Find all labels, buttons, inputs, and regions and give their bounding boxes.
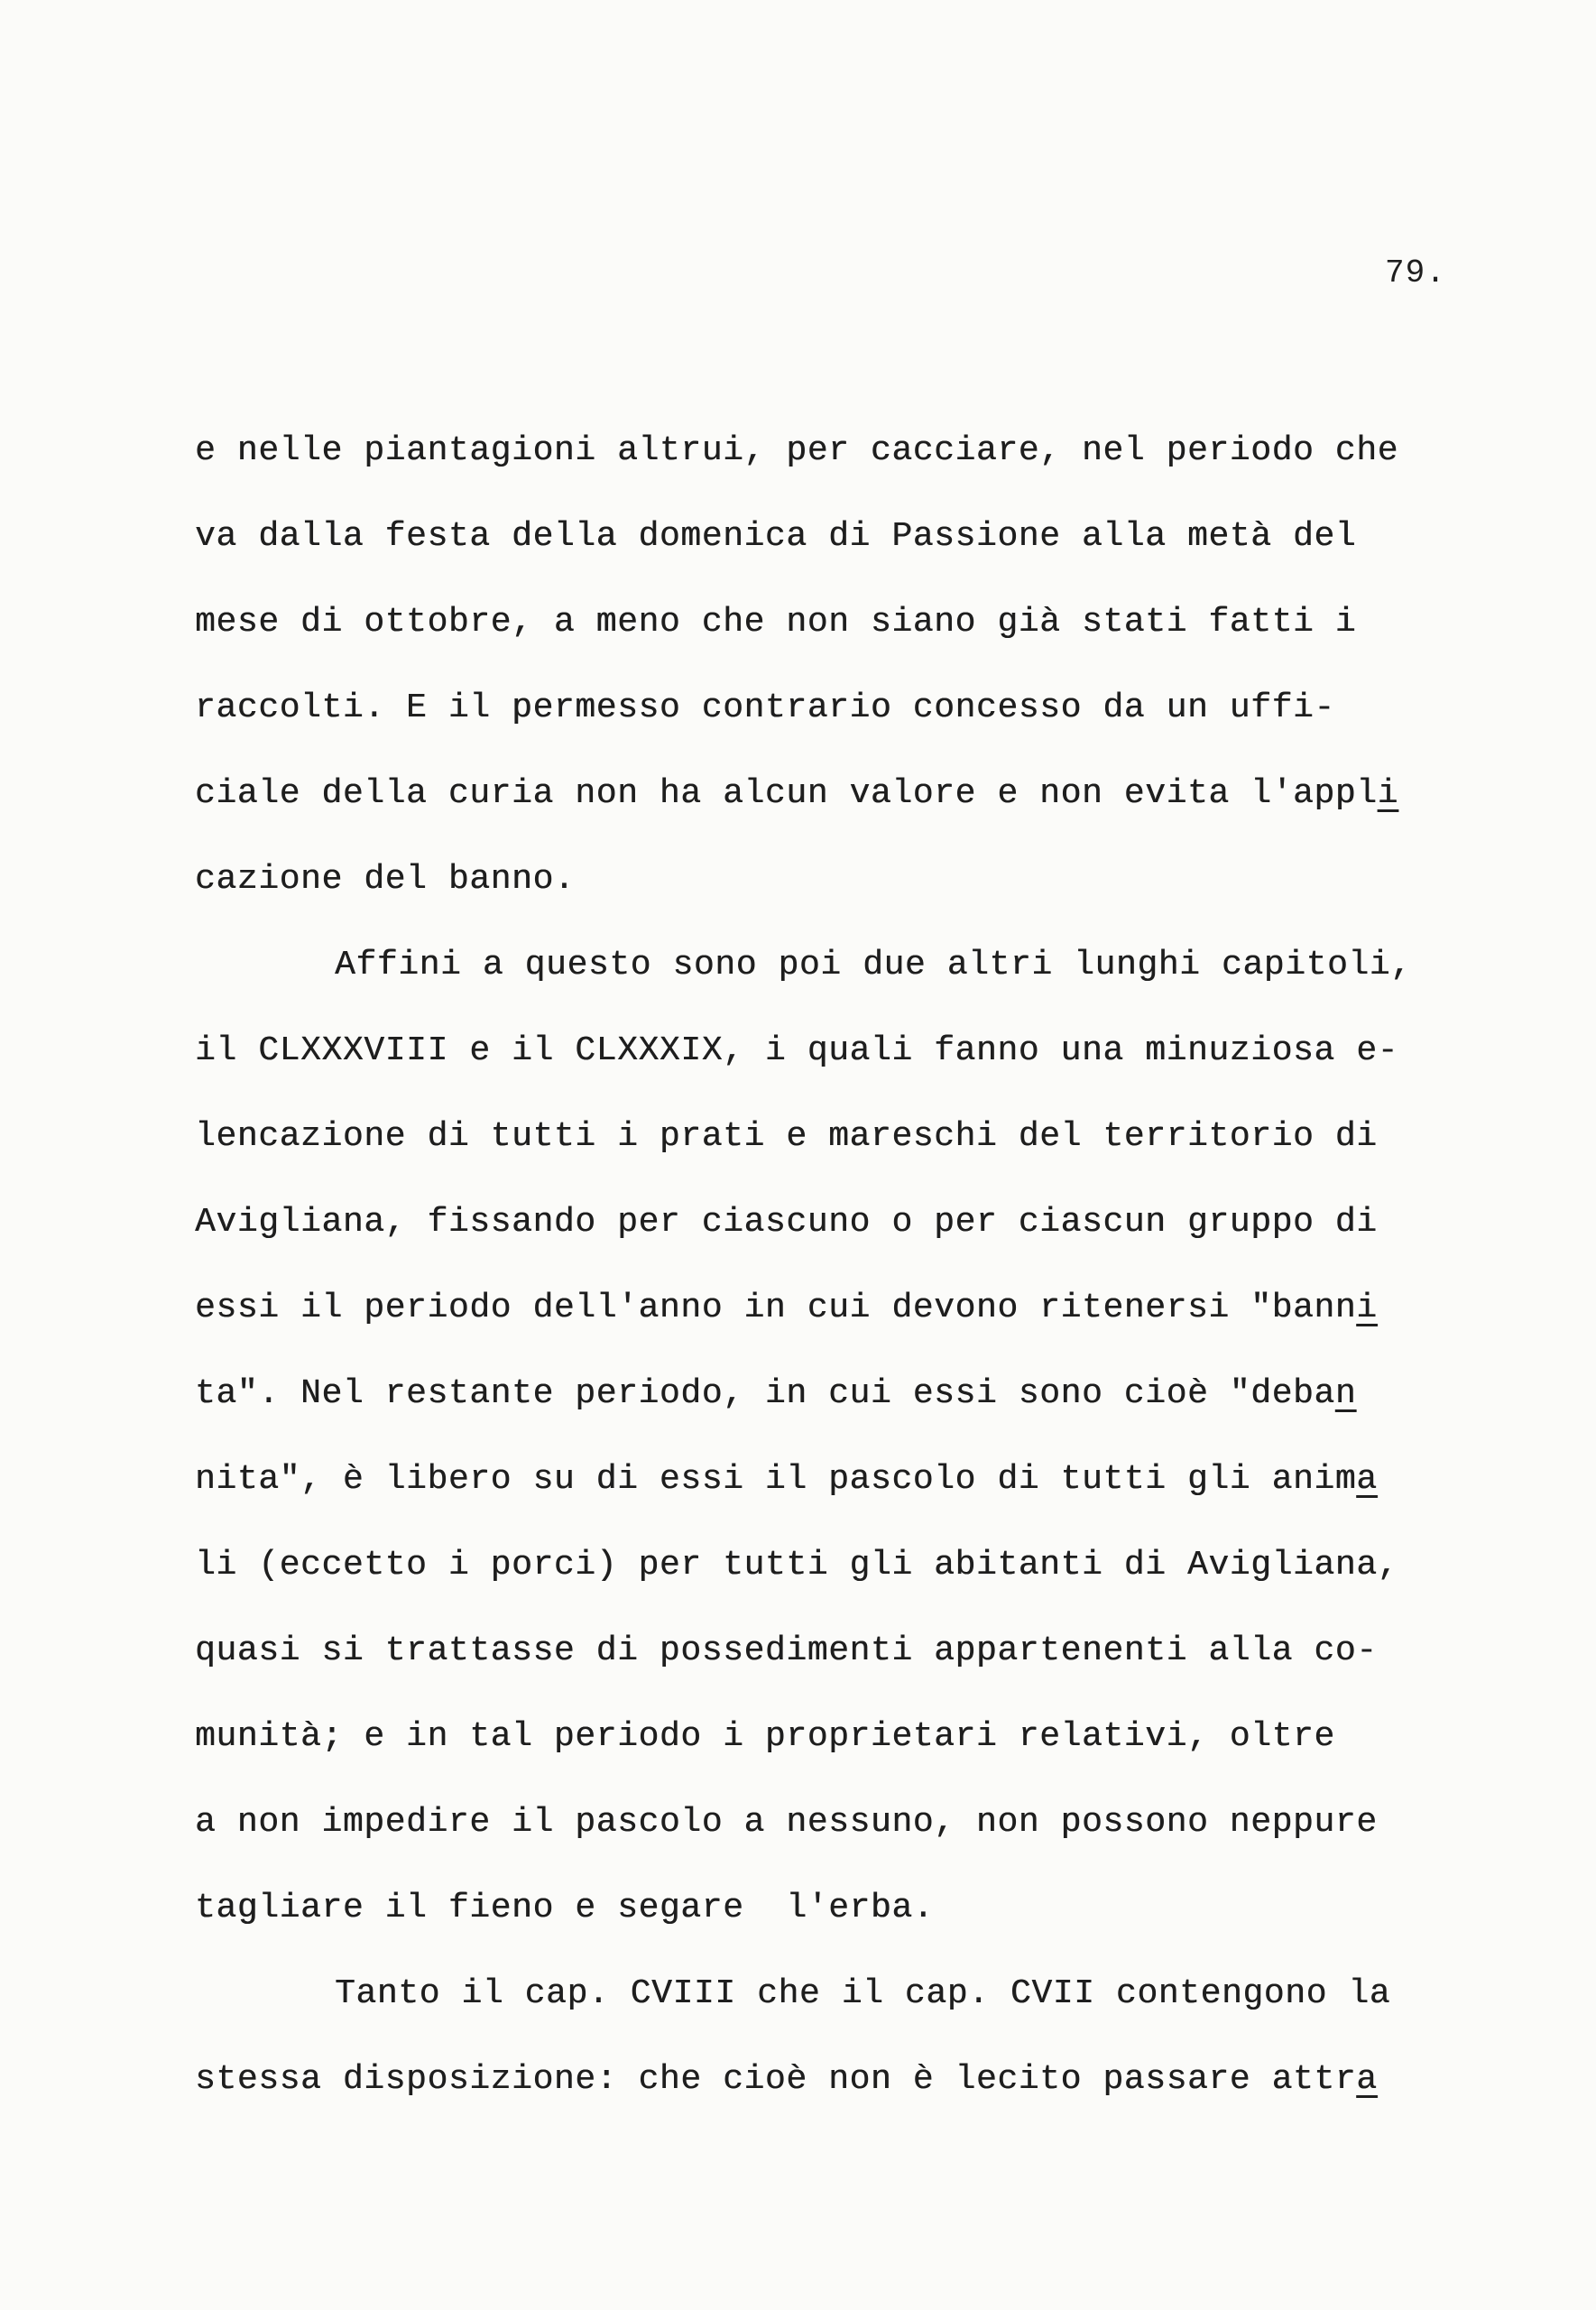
text-line: lencazione di tutti i prati e mareschi del territorio di	[195, 1117, 1378, 1156]
body-text	[195, 424, 1476, 2139]
text-line: va dalla festa della domenica di Passione alla metà del	[195, 517, 1357, 556]
text-line: munità; e in tal periodo i proprietari relativi, oltre	[195, 1717, 1335, 1756]
text-line: a non impedire il pascolo a nessuno, non possono neppure	[195, 1803, 1378, 1842]
text-line: li (eccetto i porci) per tutti gli abitanti di Avigliana,	[195, 1546, 1399, 1585]
text-line: tagliare il fieno e segare l'erba.	[195, 1889, 935, 1927]
text-line: quasi si trattasse di possedimenti appartenenti alla co-	[195, 1631, 1378, 1670]
text-line: cazione del banno.	[195, 860, 576, 899]
underlined-hyphen-letter: a	[1356, 1460, 1378, 1499]
text-line: il CLXXXVIII e il CLXXXIX, i quali fanno una minuziosa e-	[195, 1031, 1399, 1070]
text-line: Avigliana, fissando per ciascuno o per ciascun gruppo di	[195, 1203, 1378, 1242]
page-number: 79.	[1385, 254, 1446, 291]
text-line: ta". Nel restante periodo, in cui essi sono cioè "deban	[195, 1374, 1357, 1413]
paragraph-first-line: Affini a questo sono poi due altri lunghi capitoli,	[335, 946, 1412, 984]
text-line: mese di ottobre, a meno che non siano già stati fatti i	[195, 603, 1357, 642]
text-line: ciale della curia non ha alcun valore e non evita l'appli	[195, 774, 1399, 813]
underlined-hyphen-letter: a	[1356, 2060, 1378, 2099]
underlined-hyphen-letter: i	[1377, 774, 1399, 813]
text-line: essi il periodo dell'anno in cui devono ritenersi "banni	[195, 1289, 1378, 1327]
text-line: e nelle piantagioni altrui, per cacciare, nel periodo che	[195, 431, 1399, 470]
text-line: stessa disposizione: che cioè non è lecito passare attra	[195, 2060, 1378, 2099]
underlined-hyphen-letter: i	[1356, 1289, 1378, 1327]
underlined-hyphen-letter: n	[1334, 1374, 1357, 1413]
paragraph-first-line: Tanto il cap. CVIII che il cap. CVII contengono la	[335, 1974, 1391, 2013]
text-line: raccolti. E il permesso contrario concesso da un uffi-	[195, 688, 1335, 727]
text-line: nita", è libero su di essi il pascolo di tutti gli anima	[195, 1460, 1378, 1499]
